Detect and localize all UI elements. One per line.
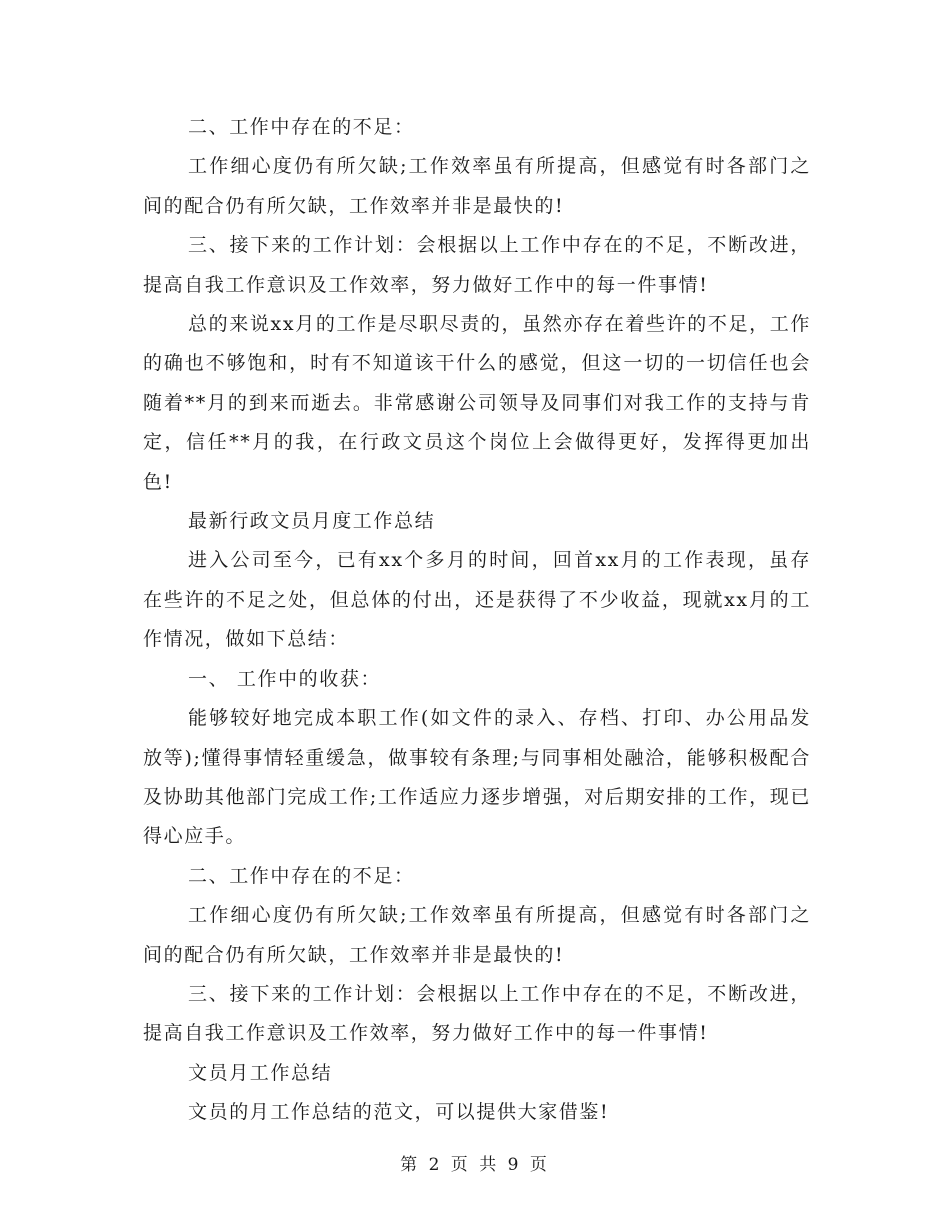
paragraph-next-plan-2: 三、接下来的工作计划：会根据以上工作中存在的不足，不断改进，提高自我工作意识及工作效率，努力做好工作中的每一件事情! [143, 982, 811, 1045]
article-title-admin-clerk: 最新行政文员月度工作总结 [188, 510, 436, 533]
paragraph-gains-detail: 能够较好地完成本职工作(如文件的录入、存档、打印、办公用品发放等);懂得事情轻重缓急，做事较有条理;与同事相处融洽，能够积极配合及协助其他部门完成工作;工作适应力逐步增强，对后期安排的工作，现已得心应手。 [143, 707, 811, 848]
document-body [143, 108, 811, 1133]
page-number-footer: 第 2 页 共 9 页 [400, 1155, 550, 1175]
paragraph-shortcomings-detail: 工作细心度仍有所欠缺;工作效率虽有所提高，但感觉有时各部门之间的配合仍有所欠缺，工作效率并非是最快的! [143, 155, 811, 217]
article-title-clerk-monthly: 文员月工作总结 [188, 1061, 333, 1084]
paragraph-shortcomings-detail-2: 工作细心度仍有所欠缺;工作效率虽有所提高，但感觉有时各部门之间的配合仍有所欠缺，工作效率并非是最快的! [143, 904, 811, 966]
section-heading-shortcomings-2: 二、工作中存在的不足： [188, 864, 415, 887]
paragraph-intro: 进入公司至今，已有xx个多月的时间，回首xx月的工作表现，虽存在些许的不足之处，但总体的付出，还是获得了不少收益，现就xx月的工作情况，做如下总结： [143, 549, 811, 651]
paragraph-summary: 总的来说xx月的工作是尽职尽责的，虽然亦存在着些许的不足，工作的确也不够饱和，时有不知道该干什么的感觉，但这一切的一切信任也会随着**月的到来而逝去。非常感谢公司领导及同事们对我工作的支持与肯定，信任**月的我，在行政文员这个岗位上会做得更好，发挥得更加出色! [143, 313, 811, 493]
paragraph-closing: 文员的月工作总结的范文，可以提供大家借鉴! [188, 1101, 610, 1124]
section-heading-gains: 一、 工作中的收获： [188, 667, 382, 690]
paragraph-next-plan: 三、接下来的工作计划：会根据以上工作中存在的不足，不断改进，提高自我工作意识及工作效率，努力做好工作中的每一件事情! [143, 234, 811, 296]
section-heading-shortcomings: 二、工作中存在的不足： [188, 116, 415, 138]
